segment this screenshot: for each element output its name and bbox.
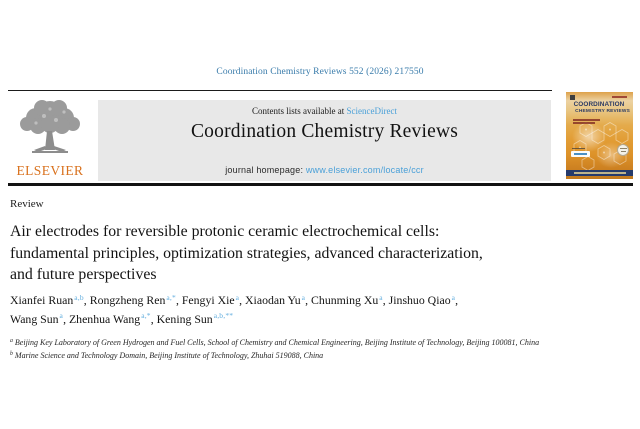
- contents-prefix-text: Contents lists available at: [252, 106, 347, 116]
- article-type-label: Review: [10, 198, 44, 210]
- author-superscript: a: [451, 292, 456, 302]
- cover-title-line1: COORDINATION: [573, 101, 625, 108]
- author-line: Wang Sun$^a$, Zhenhua Wang$^{a,*}$, Kening Sun$^{a,b,**}$: [10, 311, 234, 326]
- journal-homepage-link[interactable]: www.elsevier.com/locate/ccr: [305, 165, 424, 175]
- author-superscript: a: [59, 311, 64, 320]
- cover-editor-text-bar: [573, 122, 595, 124]
- article-title-line: fundamental principles, optimization strategies, advanced characterization,: [10, 244, 483, 262]
- elsevier-wordmark: ELSEVIER: [16, 163, 84, 178]
- author-superscript: a,*: [141, 311, 151, 320]
- sciencedirect-link[interactable]: ScienceDirect: [346, 106, 397, 116]
- affiliation-superscript: b: [10, 351, 13, 358]
- contents-line: [98, 106, 551, 116]
- journal-cover-thumbnail: [566, 92, 633, 179]
- journal-title: Coordination Chemistry Reviews: [190, 121, 459, 142]
- citation-header: Coordination Chemistry Reviews 552 (2026) 217550: [216, 67, 424, 77]
- author-line: Xianfei Ruan$^{a,b}$, Rongzheng Ren$^{a,*}$, Fengyi Xie$^a$, Xiaodan Yu$^a$, Chunming Xu$^a$, Jinshuo Qiao$^a$,: [10, 292, 459, 307]
- cover-title-line2: CHEMISTRY REVIEWS: [575, 108, 630, 114]
- article-title-line: and future perspectives: [10, 266, 157, 283]
- cover-issn-text-bar: [612, 96, 627, 98]
- header-bottom-rule: [8, 183, 633, 186]
- affiliation-line: $^a$ Beijing Key Laboratory of Green Hydrogen and Fuel Cells, School of Chemistry and Chemical Engineering, Beijing Institute of Technology, Beijing 100081, China: [10, 338, 540, 347]
- homepage-line: [98, 165, 551, 175]
- header-top-rule: [8, 90, 552, 91]
- author-superscript: a: [235, 292, 240, 302]
- elsevier-tree-icon: [14, 96, 86, 158]
- cover-publisher-mark: [570, 95, 575, 100]
- author-superscript: a: [301, 292, 306, 302]
- article-title-line: Air electrodes for reversible protonic ceramic electrochemical cells:: [10, 223, 440, 240]
- author-superscript: a,b: [74, 292, 84, 302]
- author-superscript: a,*: [166, 292, 176, 302]
- cover-small-text-bar: [572, 148, 585, 149]
- homepage-prefix-text: journal homepage:: [225, 165, 306, 175]
- elsevier-logo: [8, 92, 92, 182]
- affiliations: [10, 337, 570, 363]
- cover-seal-badge: [617, 144, 629, 156]
- author-list: [10, 292, 510, 329]
- author-superscript: a: [379, 292, 383, 302]
- affiliation-superscript: a: [10, 338, 13, 345]
- cover-bottom-strip: [566, 170, 633, 176]
- cover-sciencedirect-box: [571, 151, 590, 157]
- journal-banner: [98, 100, 551, 181]
- cover-editor-text-bar: [573, 119, 600, 121]
- article-title: [10, 221, 490, 286]
- author-superscript: a,b,**: [213, 311, 234, 320]
- affiliation-line: $^b$ Marine Science and Technology Domain, Beijing Institute of Technology, Zhuhai 519088, China: [10, 351, 324, 360]
